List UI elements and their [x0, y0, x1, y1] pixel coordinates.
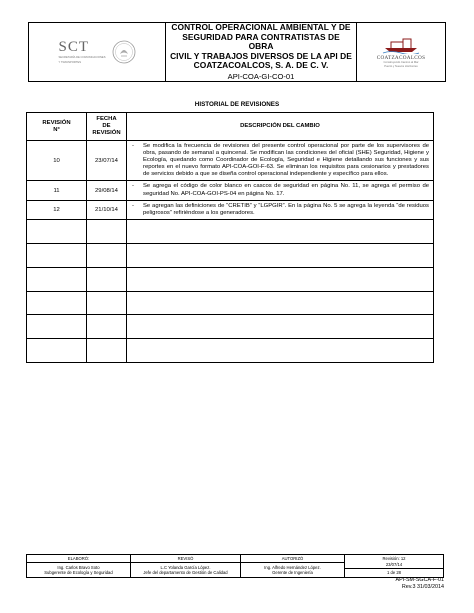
section-title: HISTORIAL DE REVISIONES — [194, 101, 280, 108]
coatzacoalcos-logo-subtitle: Construyendo Camino al Mar — [383, 61, 419, 65]
revision-date: 23/07/14 — [87, 141, 127, 181]
elaboro-name: Ing. Carlos Bravo Soto — [57, 564, 100, 570]
revision-date: 21/10/14 — [87, 200, 127, 219]
ship-emblem-icon — [381, 36, 421, 54]
change-description — [127, 141, 434, 181]
change-item: - Se agregan las definiciones de “CRETIB” y “LGPGIR”. En la página No. 5 se agrega la leyenda “de residuos peligrosos” refiriéndose a los generadores. — [132, 202, 429, 216]
revision-date-header: FECHA DE REVISIÓN — [87, 113, 127, 141]
document-title-line: CIVIL Y TRABAJOS DIVERSOS DE LA API DE — [170, 50, 352, 61]
reviso-name: L.C Yolanda García López. — [160, 564, 211, 570]
revision-number-header: REVISIÓN N° — [27, 113, 87, 141]
empty-table-row — [27, 315, 434, 339]
elaboro-position: Subgerente de Ecología y Seguridad — [44, 570, 113, 575]
revision-date: 23/07/14 — [385, 561, 403, 567]
empty-cell — [127, 339, 434, 363]
empty-cell — [27, 267, 87, 291]
sct-logo-mark: SCT — [58, 39, 90, 56]
empty-cell — [127, 243, 434, 267]
revision-number: 10 — [27, 141, 87, 181]
empty-cell — [27, 243, 87, 267]
empty-cell — [127, 219, 434, 243]
change-item: - Se agrega el código de color blanco en cascos de seguridad en página No. 11, se agrega el permiso de seguridad No. API-COA-GOI-PS-04 en página No. 17. — [132, 183, 429, 197]
empty-cell — [87, 339, 127, 363]
document-header — [28, 22, 446, 82]
empty-cell — [27, 315, 87, 339]
revision-number: 12 — [27, 200, 87, 219]
table-row — [27, 141, 434, 181]
empty-cell — [87, 291, 127, 315]
empty-cell — [27, 291, 87, 315]
elaboro-signatory — [27, 563, 131, 578]
autorizo-signatory — [241, 563, 345, 578]
empty-table-row — [27, 219, 434, 243]
empty-table-row — [27, 291, 434, 315]
document-title-line: CONTROL OPERACIONAL AMBIENTAL Y DE — [171, 22, 351, 33]
empty-cell — [27, 339, 87, 363]
empty-cell — [87, 243, 127, 267]
document-code: API-COA-GI-CO-01 — [227, 71, 295, 81]
empty-cell — [87, 315, 127, 339]
revision-label: Revisión: 12 — [382, 556, 406, 562]
page-number: 1 de 28 — [387, 570, 401, 576]
coatzacoalcos-logo-subtitle: Puerto y Nuevos Horizontes — [384, 64, 418, 68]
change-item: - Se modifica la frecuencia de revisiones del presente control operacional por parte de los supervisores de obra, pasando de semanal a quincenal. Se modifican las condiciones del oficial (SHE) Seguridad, Higiene y Ecología, quedando como Coordinador de Ecología, Seguridad e Higiene detallando sus funciones y sus reportes en el nuevo formato API-COA-GOI-F-63. Se eliminan los requisitos para cesionarios y prestadores de servicios debido a que se diseña control operacional independiente y específico para ellos. — [132, 143, 429, 178]
reviso-label: REVISÓ — [131, 555, 241, 563]
sct-logo-cell — [29, 23, 166, 81]
autorizo-position: Gerente de Ingeniería — [272, 570, 313, 575]
change-description — [127, 181, 434, 200]
empty-cell — [87, 267, 127, 291]
autorizo-label: AUTORIZÓ — [241, 555, 345, 563]
sct-logo-subtitle: Y TRANSPORTES — [58, 60, 82, 64]
empty-table-row — [27, 339, 434, 363]
reviso-signatory — [131, 563, 241, 578]
empty-table-row — [27, 267, 434, 291]
empty-cell — [127, 267, 434, 291]
revisions-table — [26, 112, 434, 363]
coatzacoalcos-logo-name: COATZACOALCOS — [376, 55, 426, 62]
revision-date: 29/08/14 — [87, 181, 127, 200]
sct-logo — [59, 40, 136, 64]
approval-footer — [26, 554, 444, 578]
table-header-row — [27, 113, 434, 141]
revision-info-cell — [345, 555, 444, 578]
table-row — [27, 181, 434, 200]
national-seal-icon — [112, 40, 136, 64]
form-revision: Rev.3 31/03/2014 — [401, 583, 444, 590]
sct-logo-subtitle: SECRETARÍA DE COMUNICACIONES — [58, 56, 106, 60]
empty-table-row — [27, 243, 434, 267]
form-control-code — [395, 577, 444, 590]
coatzacoalcos-logo-cell — [357, 23, 445, 81]
footer-header-row — [27, 555, 444, 563]
document-title-line: SEGURIDAD PARA CONTRATISTAS DE OBRA — [182, 31, 340, 52]
reviso-position: Jefe del departamento de Gestión de Calidad — [143, 570, 228, 575]
document-title-cell — [166, 23, 357, 81]
change-description-header: DESCRIPCIÓN DEL CAMBIO — [127, 113, 434, 141]
document-title-line: COATZACOALCOS, S. A. DE C. V. — [193, 60, 329, 71]
revision-number: 11 — [27, 181, 87, 200]
empty-cell — [87, 219, 127, 243]
form-code: API-SM-SGCA-F-01 — [395, 577, 444, 583]
empty-cell — [127, 291, 434, 315]
change-description — [127, 200, 434, 219]
empty-cell — [27, 219, 87, 243]
autorizo-name: Ing. Alfredo Hernández López. — [264, 564, 321, 570]
empty-rows — [27, 219, 434, 362]
table-row — [27, 200, 434, 219]
elaboro-label: ELABORÓ: — [27, 555, 131, 563]
empty-cell — [127, 315, 434, 339]
